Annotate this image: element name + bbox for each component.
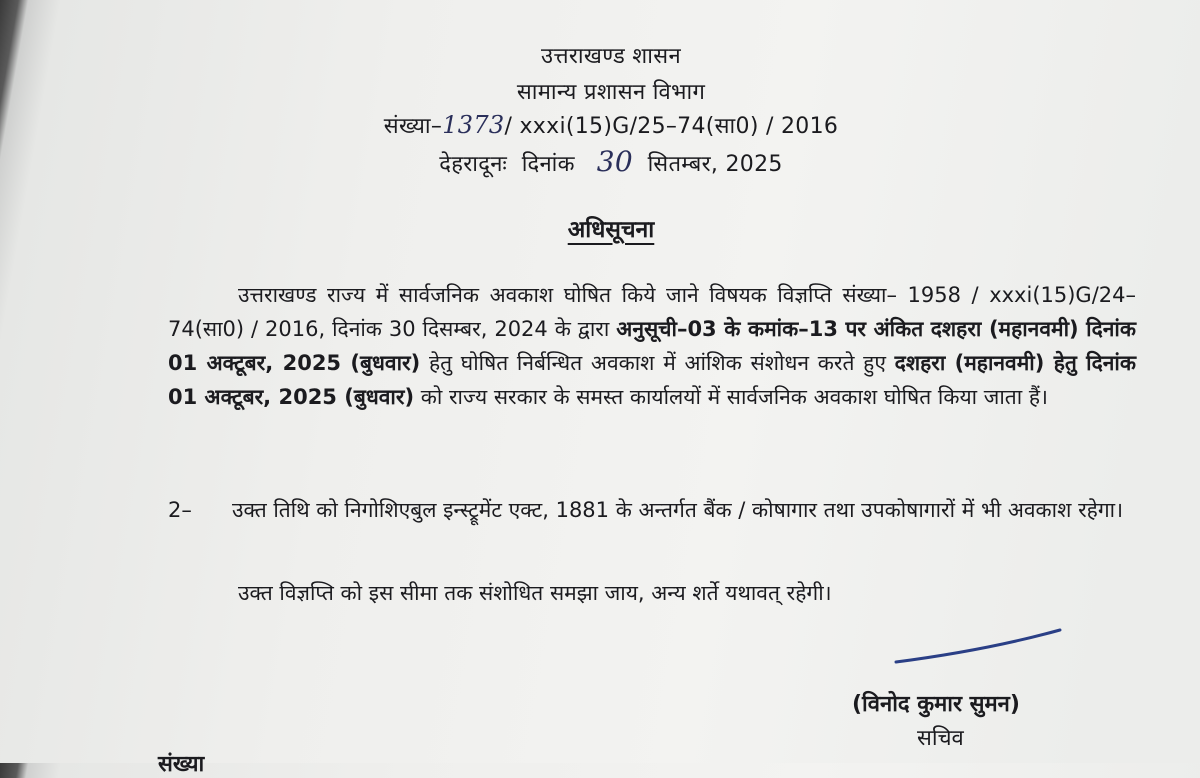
number-suffix: / xxxi(15)G/25–74(सा0) / 2016 bbox=[504, 114, 839, 139]
place: देहरादूनः bbox=[439, 152, 508, 177]
date-label: दिनांक bbox=[521, 152, 575, 177]
paragraph-1-text-c: को राज्य सरकार के समस्त कार्यालयों में सार्वजनिक अवकाश घोषित किया जाता हैं। bbox=[414, 385, 1048, 409]
signatory-designation: सचिव bbox=[917, 726, 964, 751]
signatory-name: (विनोद कुमार सुमन) bbox=[852, 692, 1020, 717]
paragraph-2-number: 2– bbox=[168, 498, 192, 522]
number-prefix: संख्या– bbox=[383, 114, 443, 139]
signature-stroke bbox=[892, 620, 1092, 670]
notification-title-wrap bbox=[22, 212, 1200, 244]
paragraph-1-text-b: हेतु घोषित निर्बन्धित अवकाश में आंशिक संशोधन करते हुए bbox=[420, 351, 895, 375]
footer-partial-number: संख्या bbox=[158, 752, 205, 777]
place-date-line bbox=[22, 145, 1200, 178]
paragraph-1-bold-b: दशहरा (महानवमी) हेतु दिनांक 01 अक्टूबर, 2025 (बुधवार) bbox=[168, 351, 1136, 409]
paragraph-1 bbox=[168, 278, 1136, 414]
letter-number bbox=[22, 110, 1200, 140]
notification-title: अधिसूचना bbox=[567, 217, 655, 243]
department-name: सामान्य प्रशासन विभाग bbox=[516, 80, 706, 105]
paragraph-1-bold-a: अनुसूची–03 के कमांक–13 पर अंकित दशहरा (महानवमी) दिनांक 01 अक्टूबर, 2025 (बुधवार) bbox=[168, 317, 1136, 375]
government-name: उत्तराखण्ड शासन bbox=[541, 44, 681, 69]
paragraph-1-text-a: उत्तराखण्ड राज्य में सार्वजनिक अवकाश घोषित किये जाने विषयक विज्ञप्ति संख्या– 1958 / xxxi(15)G/24–74(सा0) / 2016, दिनांक 30 दिसम्बर, 2024 के द्वारा bbox=[168, 283, 1136, 341]
paragraph-2 bbox=[168, 493, 1136, 527]
paragraph-2-text: उक्त तिथि को निगोशिएबुल इन्स्ट्रूमेंट एक्ट, 1881 के अन्तर्गत बैंक / कोषागार तथा उपकोषागारों में भी अवकाश रहेगा। bbox=[231, 498, 1124, 522]
handwritten-number: 1373 bbox=[442, 111, 505, 139]
date-rest: सितम्बर, 2025 bbox=[647, 152, 783, 177]
paragraph-3: उक्त विज्ञप्ति को इस सीमा तक संशोधित समझा जाय, अन्य शर्ते यथावत् रहेगी। bbox=[238, 581, 832, 605]
handwritten-date-day: 30 bbox=[596, 145, 633, 178]
document-page bbox=[22, 0, 1200, 777]
